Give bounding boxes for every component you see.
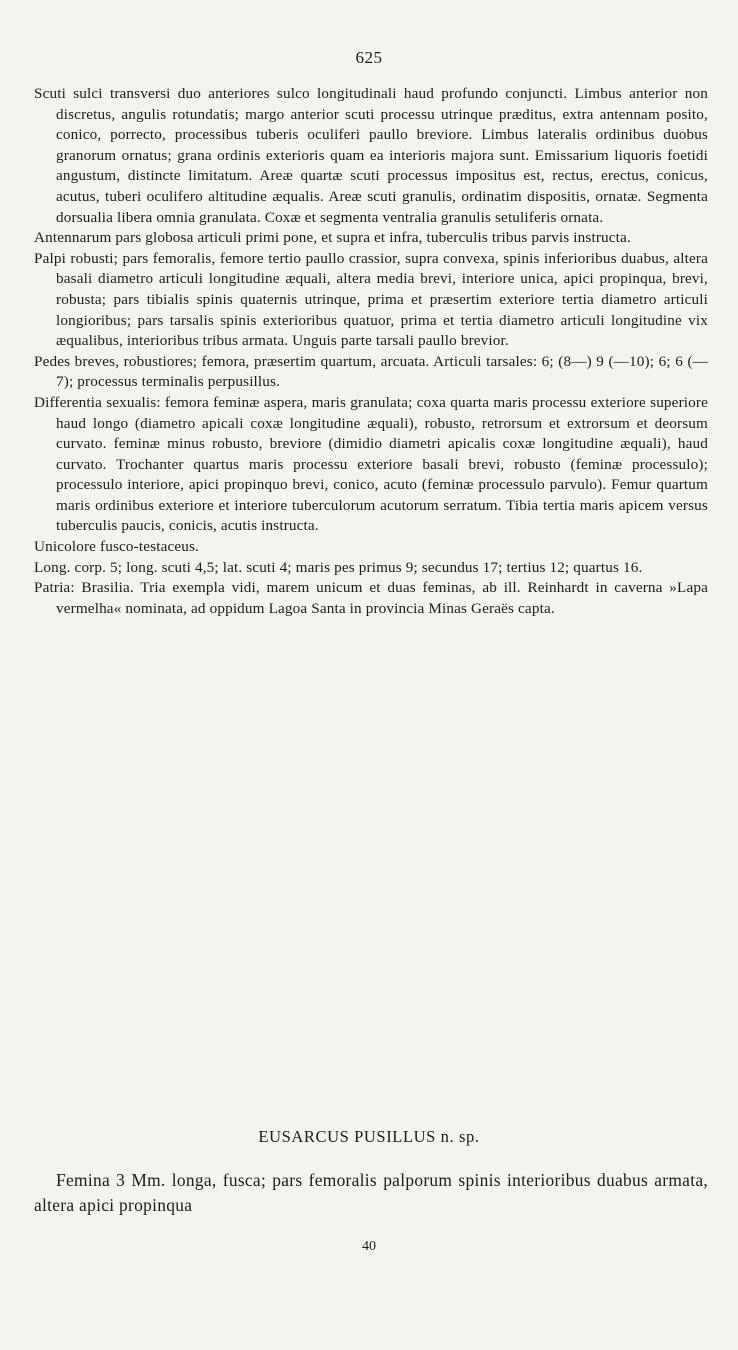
paragraph-scutum: Scuti sulci transversi duo anteriores sulco longitudinali haud profundo conjuncti. Limbus anterior non discretus, angulis rotundatis; margo anterior scuti processu utrinque præditus, extra antennam posito, conico, porrecto, processibus tuberis oculiferi paullo breviore. Limbus lateralis ordinibus duobus granorum ornatus; grana ordinis exterioris quam ea interioris majora sunt. Emissarium liquoris foetidi angustum, distincte limitatum. Areæ quartæ scuti processus impositus est, rectus, erectus, conicus, acutus, tuberi oculifero altitudine æqualis. Areæ scuti granulis, ordinatim dispositis, ornatæ. Segmenta dorsualia libera omnia granulata. Coxæ et segmenta ventralia granulis setuliferis ornata. xyxy=(34,85,708,226)
paragraph-antennae: Antennarum pars globosa articuli primi pone, et supra et infra, tuberculis tribus parvis instructa. xyxy=(34,229,631,247)
paragraph-measurements: Long. corp. 5; long. scuti 4,5; lat. scuti 4; maris pes primus 9; secundus 17; tertius 12; quartus 16. xyxy=(34,558,643,576)
page-number: 625 xyxy=(355,48,383,67)
species-heading: EUSARCUS PUSILLUS n. sp. xyxy=(258,1127,480,1146)
paragraph-color: Unicolore fusco-testaceus. xyxy=(34,538,199,556)
paragraph-differentia: Differentia sexualis: femora feminæ aspera, maris granulata; coxa quarta maris processu exteriore superiore haud longo (diametro apicali coxæ longitudine æquali), robusto, retrorsum et extrorsum et deorsum curvato. feminæ minus robusto, breviore (dimidio diametri apicalis coxæ longitudine æquali), haud curvato. Trochanter quartus maris processu exteriore basali brevi, robusto (feminæ processulo); processulo interiore, apici propinquo brevi, conico, acuto (feminæ processulo parvulo). Femur quartum maris ordinibus exteriore et interiore tuberculorum acutorum serratum. Tibia tertia maris apicem versus tuberculis paucis, conicis, acutis instructa. xyxy=(34,393,708,535)
body-text xyxy=(34,84,708,619)
signature-mark: 40 xyxy=(362,1239,376,1254)
paragraph-patria: Patria: Brasilia. Tria exempla vidi, marem unicum et duas feminas, ab ill. Reinhardt in caverna »Lapa vermelha« nominata, ad oppidum Lagoa Santa in provincia Minas Geraës capta. xyxy=(34,579,708,617)
species-diagnosis: Femina 3 Mm. longa, fusca; pars femoralis palporum spinis interioribus duabus armata, altera apici propinqua xyxy=(34,1170,708,1215)
paragraph-palpi: Palpi robusti; pars femoralis, femore tertio paullo crassior, supra convexa, spinis inferioribus duabus, altera basali diametro articuli longitudine æquali, altera media brevi, interiore unica, apici propinqua, brevi, robusta; pars tibialis spinis quaternis utrinque, prima et præsertim exteriore tertia diametro articuli longioribus; pars tarsalis spinis exterioribus quatuor, prima et tertia diametro articuli longitudine vix æqualibus, interioribus tribus armata. Unguis parte tarsali paullo brevior. xyxy=(34,249,708,350)
paragraph-pedes: Pedes breves, robustiores; femora, præsertim quartum, arcuata. Articuli tarsales: 6; (8—) 9 (—10); 6; 6 (—7); processus terminalis perpusillus. xyxy=(34,352,708,391)
